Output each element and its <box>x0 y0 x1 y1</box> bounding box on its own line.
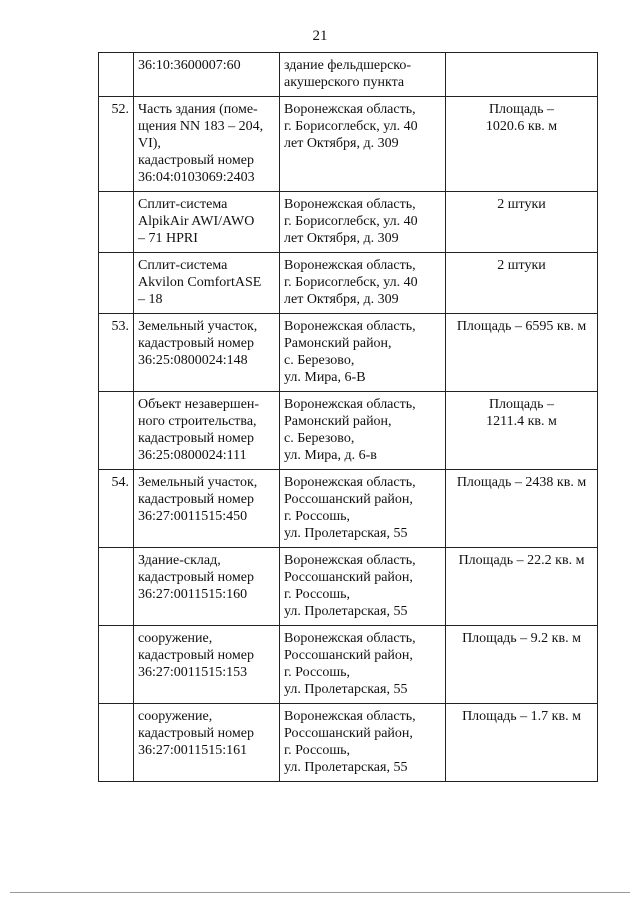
table-row <box>99 97 598 192</box>
table-row <box>99 314 598 392</box>
table-row <box>99 548 598 626</box>
address-cell: Воронежская область, Рамонский район, с. Березово, ул. Мира, 6-В <box>280 314 446 392</box>
address-cell: Воронежская область, Россошанский район, г. Россошь, ул. Пролетарская, 55 <box>280 626 446 704</box>
footer-divider <box>10 892 630 893</box>
table-row <box>99 704 598 782</box>
address-cell: Воронежская область, г. Борисоглебск, ул. 40 лет Октября, д. 309 <box>280 97 446 192</box>
row-number <box>99 392 134 470</box>
row-number <box>99 253 134 314</box>
address-cell: Воронежская область, Россошанский район, г. Россошь, ул. Пролетарская, 55 <box>280 548 446 626</box>
object-cell: Земельный участок, кадастровый номер 36:25:0800024:148 <box>134 314 280 392</box>
row-number: 54. <box>99 470 134 548</box>
characteristic-cell: Площадь – 9.2 кв. м <box>446 626 598 704</box>
characteristic-cell: Площадь – 22.2 кв. м <box>446 548 598 626</box>
row-number <box>99 548 134 626</box>
object-cell: Сплит-система Akvilon ComfortASE – 18 <box>134 253 280 314</box>
row-number: 53. <box>99 314 134 392</box>
characteristic-cell: Площадь – 2438 кв. м <box>446 470 598 548</box>
characteristic-cell <box>446 53 598 97</box>
characteristic-cell: Площадь – 6595 кв. м <box>446 314 598 392</box>
object-cell: сооружение, кадастровый номер 36:27:0011515:153 <box>134 626 280 704</box>
object-cell: Часть здания (поме- щения NN 183 – 204, VI), кадастровый номер 36:04:0103069:2403 <box>134 97 280 192</box>
address-cell: здание фельдшерско- акушерского пункта <box>280 53 446 97</box>
object-cell: 36:10:3600007:60 <box>134 53 280 97</box>
object-cell: Объект незавершен- ного строительства, кадастровый номер 36:25:0800024:111 <box>134 392 280 470</box>
table-row <box>99 192 598 253</box>
property-table <box>98 52 598 782</box>
address-cell: Воронежская область, Россошанский район, г. Россошь, ул. Пролетарская, 55 <box>280 704 446 782</box>
table-row <box>99 253 598 314</box>
row-number <box>99 192 134 253</box>
row-number <box>99 626 134 704</box>
object-cell: Земельный участок, кадастровый номер 36:27:0011515:450 <box>134 470 280 548</box>
address-cell: Воронежская область, Россошанский район, г. Россошь, ул. Пролетарская, 55 <box>280 470 446 548</box>
characteristic-cell: 2 штуки <box>446 192 598 253</box>
row-number <box>99 53 134 97</box>
page-number: 21 <box>312 28 328 44</box>
characteristic-cell: Площадь – 1.7 кв. м <box>446 704 598 782</box>
characteristic-cell: Площадь – 1211.4 кв. м <box>446 392 598 470</box>
address-cell: Воронежская область, г. Борисоглебск, ул. 40 лет Октября, д. 309 <box>280 192 446 253</box>
table-row <box>99 53 598 97</box>
object-cell: сооружение, кадастровый номер 36:27:0011515:161 <box>134 704 280 782</box>
characteristic-cell: 2 штуки <box>446 253 598 314</box>
address-cell: Воронежская область, Рамонский район, с. Березово, ул. Мира, д. 6-в <box>280 392 446 470</box>
table-row <box>99 470 598 548</box>
table-row <box>99 392 598 470</box>
address-cell: Воронежская область, г. Борисоглебск, ул. 40 лет Октября, д. 309 <box>280 253 446 314</box>
table-row <box>99 626 598 704</box>
row-number: 52. <box>99 97 134 192</box>
row-number <box>99 704 134 782</box>
characteristic-cell: Площадь – 1020.6 кв. м <box>446 97 598 192</box>
object-cell: Сплит-система AlpikAir AWI/AWO – 71 HPRI <box>134 192 280 253</box>
object-cell: Здание-склад, кадастровый номер 36:27:0011515:160 <box>134 548 280 626</box>
